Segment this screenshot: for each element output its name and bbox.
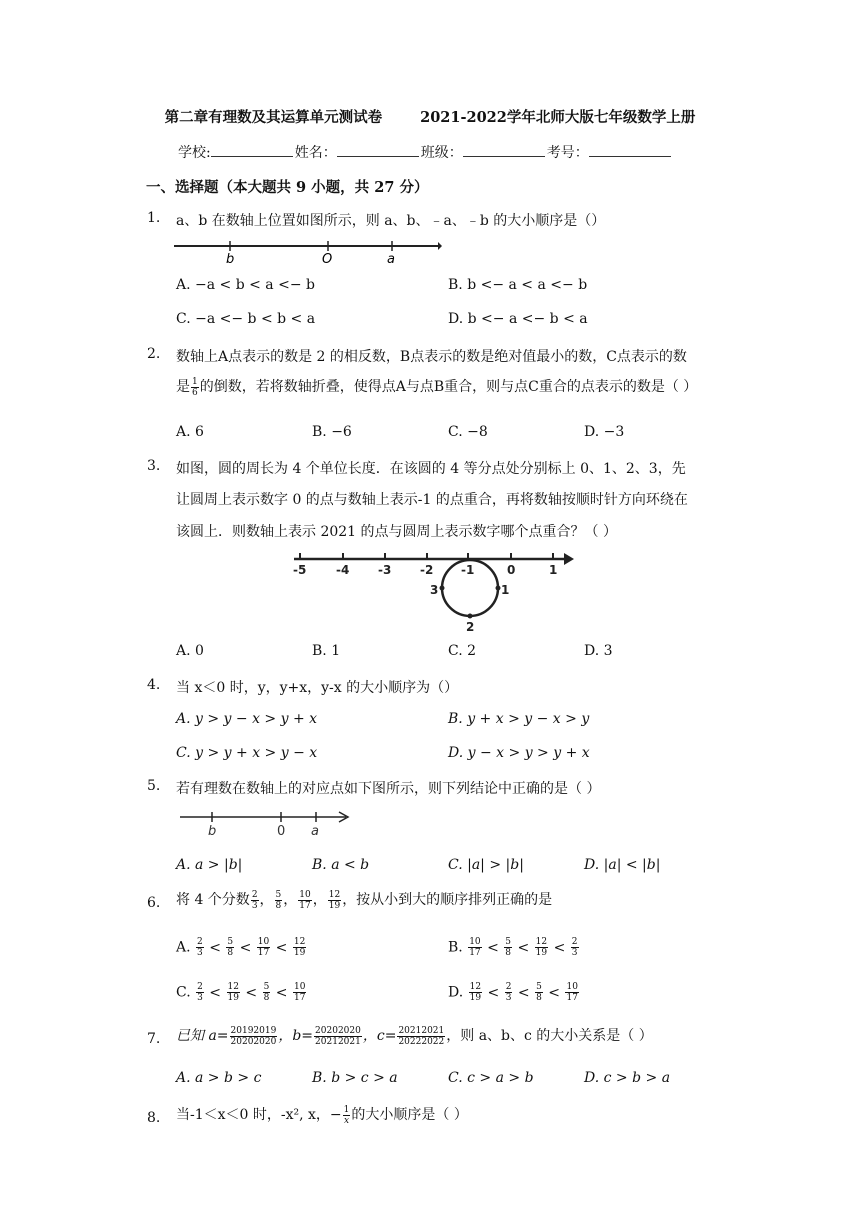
- q6-option-d-chain: [468, 982, 580, 1003]
- q1-number: 1.: [147, 210, 161, 226]
- frac-num: 1: [192, 376, 198, 387]
- q6-text-end: ，按从小到大的顺序排列正确的是: [342, 892, 553, 908]
- section-heading: 一、选择题（本大题共 9 小题，共 27 分）: [146, 179, 429, 196]
- fraction: [263, 982, 271, 1003]
- q4-text: 当 x＜0 时，y，y+x，y-x 的大小顺序为（）: [176, 680, 459, 696]
- fraction: [226, 937, 234, 958]
- q5-option-a[interactable]: A. a > |b|: [176, 857, 243, 873]
- q5-text: 若有理数在数轴上的对应点如下图所示，则下列结论中正确的是（ ）: [176, 781, 601, 797]
- label-a: a: [387, 252, 395, 266]
- q6-option-d[interactable]: [448, 982, 580, 1003]
- class-blank[interactable]: [463, 144, 545, 157]
- name-blank[interactable]: [337, 144, 419, 157]
- frac-den: 19: [293, 948, 306, 958]
- fraction: [535, 982, 543, 1003]
- less-than-sign: <: [204, 939, 226, 956]
- exam-no-label: 考号：: [546, 145, 589, 161]
- frac-num: 2: [571, 937, 578, 947]
- frac-den: 19: [227, 993, 239, 1003]
- q1-number-line: [172, 236, 442, 266]
- q4-option-c[interactable]: C. y > y + x > y − x: [176, 745, 318, 761]
- fraction: [571, 937, 579, 958]
- q8-text-start: 当-1＜x＜0 时，-x², x，−: [176, 1107, 342, 1123]
- fraction: [565, 982, 578, 1003]
- less-than-sign: <: [483, 984, 504, 1001]
- fraction: [293, 982, 306, 1003]
- frac-den: 19: [328, 900, 341, 911]
- q3-line2: 让圆周上表示数字 0 的点与数轴上表示-1 的点重合，再将数轴按顺时针方向环绕在: [176, 492, 688, 508]
- q3-option-c[interactable]: C. 2: [448, 643, 477, 659]
- frac-num: 5: [505, 937, 512, 947]
- q7-c-fraction: [397, 1026, 445, 1047]
- tick-label-neg2: -2: [420, 563, 434, 577]
- q3-line1: 如图，圆的周长为 4 个单位长度．在该圆的 4 等分点处分别标上 0、1、2、3，先: [176, 461, 686, 477]
- point-1: [496, 586, 501, 591]
- q7-text: [176, 1025, 653, 1047]
- frac-den: 17: [566, 993, 578, 1003]
- point-2: [468, 614, 473, 619]
- q8-text: [176, 1104, 468, 1126]
- frac-num: 12: [227, 982, 239, 992]
- frac-den: 8: [536, 993, 542, 1003]
- fraction: [196, 982, 204, 1003]
- point-3: [440, 586, 445, 591]
- q7-a-eq: 已知 a=: [176, 1028, 229, 1044]
- tick-label-neg5: -5: [293, 563, 307, 577]
- label-o: O: [322, 252, 333, 266]
- q4-option-b[interactable]: B. y + x > y − x > y: [448, 711, 590, 727]
- q4-option-d[interactable]: D. y − x > y > y + x: [448, 745, 590, 761]
- q7-b-eq: ，b=: [278, 1028, 314, 1044]
- q7-option-b[interactable]: B. b > c > a: [312, 1070, 398, 1086]
- separator: ，: [283, 892, 298, 908]
- q2-line2: [176, 376, 697, 398]
- frac-num: 10: [299, 889, 311, 900]
- label-a: a: [311, 824, 319, 838]
- less-than-sign: <: [271, 984, 292, 1001]
- tick-label-neg1: -1: [461, 563, 475, 577]
- q6-text: [176, 889, 552, 911]
- q2-option-b[interactable]: B. −6: [312, 424, 352, 440]
- frac-den: 17: [293, 993, 306, 1003]
- q2-line2-start: 是: [176, 379, 190, 395]
- q4-number: 4.: [147, 677, 161, 693]
- frac-num: 5: [263, 982, 270, 992]
- less-than-sign: <: [513, 939, 534, 956]
- tick-label-1: 1: [549, 563, 558, 577]
- frac-den: 6: [192, 387, 198, 398]
- less-than-sign: <: [543, 984, 565, 1001]
- q5-option-d[interactable]: D. |a| < |b|: [584, 857, 661, 873]
- q6-option-a[interactable]: [176, 937, 307, 958]
- frac-den: 8: [275, 900, 282, 911]
- frac-num: 20212021: [398, 1025, 445, 1036]
- q3-line3: 该圆上．则数轴上表示 2021 的点与圆周上表示数字哪个点重合？（ ）: [176, 524, 617, 540]
- frac-num: 5: [227, 937, 234, 947]
- q1-option-b[interactable]: B. b <− a < a <− b: [448, 277, 588, 293]
- frac-num: 12: [535, 937, 548, 947]
- q5-option-c[interactable]: C. |a| > |b|: [448, 857, 524, 873]
- frac-den: 17: [469, 948, 481, 958]
- q5-number: 5.: [147, 778, 161, 794]
- fraction: [328, 890, 341, 911]
- frac-den: 19: [469, 993, 482, 1003]
- q7-b-fraction: [314, 1026, 362, 1047]
- option-label: D.: [448, 984, 464, 1001]
- q2-option-c[interactable]: C. −8: [448, 424, 488, 440]
- q2-line2-end: 的倒数，若将数轴折叠，使得点A与点B重合，则与点C重合的点表示的数是（ ）: [199, 379, 698, 395]
- fraction: [257, 937, 270, 958]
- q6-option-c-chain: [195, 982, 307, 1003]
- separator: ，: [259, 892, 274, 908]
- q4-option-a[interactable]: A. y > y − x > y + x: [176, 711, 318, 727]
- axis-arrow: [438, 242, 442, 250]
- q3-option-a[interactable]: A. 0: [176, 643, 204, 659]
- fraction: [196, 937, 204, 958]
- frac-den: 8: [227, 948, 234, 958]
- circle-label-2: 2: [466, 620, 475, 634]
- frac-num: 2: [197, 982, 203, 992]
- page-title: [0, 106, 860, 127]
- q7-text-end: ，则 a、b、c 的大小关系是（ ）: [446, 1028, 653, 1044]
- frac-den: 3: [251, 900, 258, 911]
- frac-num: 5: [536, 982, 542, 992]
- frac-num: 2: [197, 937, 203, 947]
- fraction: [535, 937, 548, 958]
- school-blank[interactable]: [211, 144, 293, 157]
- q2-option-d[interactable]: D. −3: [584, 424, 625, 440]
- q7-option-d[interactable]: D. c > b > a: [584, 1070, 671, 1086]
- frac-den: 8: [505, 948, 512, 958]
- tick-label-neg3: -3: [378, 563, 392, 577]
- q6-option-c[interactable]: [176, 982, 307, 1003]
- frac-num: 5: [275, 889, 282, 900]
- less-than-sign: <: [549, 939, 570, 956]
- frac-den: 20222022: [398, 1036, 445, 1047]
- frac-den: 19: [535, 948, 548, 958]
- label-0: 0: [277, 824, 286, 838]
- school-label: 学校:: [178, 145, 211, 161]
- frac-num: 12: [328, 889, 341, 900]
- frac-den: 3: [197, 948, 203, 958]
- fraction: [275, 890, 283, 911]
- frac-num: 10: [293, 982, 306, 992]
- q2-number: 2.: [147, 346, 161, 362]
- label-b: b: [208, 824, 217, 838]
- frac-num: 20192019: [230, 1025, 277, 1036]
- q1-option-a[interactable]: A. −a < b < a <− b: [176, 277, 315, 293]
- name-label: 姓名：: [294, 145, 337, 161]
- q5-option-b[interactable]: B. a < b: [312, 857, 370, 873]
- tick-label-neg4: -4: [336, 563, 350, 577]
- q3-number: 3.: [147, 458, 161, 474]
- label-b: b: [226, 252, 235, 266]
- q7-option-a[interactable]: A. a > b > c: [176, 1070, 262, 1086]
- tick-label-0: 0: [507, 563, 516, 577]
- frac-num: 10: [469, 937, 481, 947]
- less-than-sign: <: [240, 984, 262, 1001]
- separator: ，: [312, 892, 327, 908]
- circle-label-3: 3: [430, 583, 439, 597]
- q6-number: 6.: [147, 895, 161, 911]
- option-label: C.: [176, 984, 191, 1001]
- q6-option-b-chain: [467, 937, 579, 958]
- q1-option-c[interactable]: C. −a <− b < b < a: [176, 311, 316, 327]
- q3-option-d[interactable]: D. 3: [584, 643, 613, 659]
- frac-den: x: [343, 1115, 350, 1126]
- q6-fraction-list: [250, 889, 342, 911]
- title-right: 2021-2022学年北师大版七年级数学上册: [420, 109, 696, 126]
- fraction: [468, 937, 481, 958]
- less-than-sign: <: [204, 984, 226, 1001]
- q3-circle-number-line: [288, 548, 578, 636]
- frac-den: 3: [571, 948, 578, 958]
- q7-c-eq: ，c=: [362, 1028, 397, 1044]
- fraction: [505, 982, 513, 1003]
- q1-option-d[interactable]: D. b <− a <− b < a: [448, 311, 588, 327]
- q5-number-line: [176, 808, 354, 838]
- axis-arrow: [564, 553, 574, 565]
- q8-number: 8.: [147, 1110, 161, 1126]
- fraction: [227, 982, 240, 1003]
- less-than-sign: <: [513, 984, 535, 1001]
- option-label: A.: [176, 939, 191, 956]
- q1-text: a、b 在数轴上位置如图所示，则 a、b、﹣a、﹣b 的大小顺序是（）: [176, 213, 606, 229]
- q8-text-end: 的大小顺序是（ ）: [351, 1107, 468, 1123]
- option-label: B.: [448, 939, 463, 956]
- q2-line1: 数轴上A点表示的数是 2 的相反数，B点表示的数是绝对值最小的数，C点表示的数: [176, 349, 687, 365]
- frac-den: 3: [505, 993, 512, 1003]
- fraction: [469, 982, 482, 1003]
- q3-option-b[interactable]: B. 1: [312, 643, 341, 659]
- frac-den: 20212021: [315, 1036, 361, 1047]
- frac-den: 3: [197, 993, 203, 1003]
- q7-a-fraction: [230, 1026, 278, 1047]
- frac-num: 10: [257, 937, 270, 947]
- less-than-sign: <: [482, 939, 504, 956]
- q7-option-c[interactable]: C. c > a > b: [448, 1070, 534, 1086]
- q2-fraction: [191, 377, 199, 398]
- fraction: [504, 937, 512, 958]
- q2-option-a[interactable]: A. 6: [176, 424, 204, 440]
- fraction: [293, 937, 306, 958]
- class-label: 班级：: [420, 145, 463, 161]
- frac-num: 2: [251, 889, 258, 900]
- frac-num: 2: [505, 982, 512, 992]
- frac-num: 12: [469, 982, 482, 992]
- less-than-sign: <: [235, 939, 256, 956]
- frac-den: 17: [257, 948, 270, 958]
- student-info-line: [178, 142, 673, 162]
- q6-text-start: 将 4 个分数: [176, 892, 250, 908]
- frac-num: 12: [293, 937, 306, 947]
- fraction: [298, 890, 311, 911]
- frac-den: 8: [263, 993, 270, 1003]
- circle-label-1: 1: [501, 583, 510, 597]
- q8-fraction: [343, 1105, 351, 1126]
- q6-option-b[interactable]: [448, 937, 580, 958]
- frac-num: 1: [343, 1104, 350, 1115]
- frac-num: 10: [566, 982, 578, 992]
- q6-option-a-chain: [195, 937, 307, 958]
- frac-den: 20202020: [230, 1036, 277, 1047]
- q7-number: 7.: [147, 1031, 161, 1047]
- title-left: 第二章有理数及其运算单元测试卷: [164, 109, 383, 126]
- frac-num: 20202020: [315, 1025, 361, 1036]
- frac-den: 17: [299, 900, 311, 911]
- less-than-sign: <: [271, 939, 292, 956]
- exam-no-blank[interactable]: [589, 144, 671, 157]
- fraction: [251, 890, 259, 911]
